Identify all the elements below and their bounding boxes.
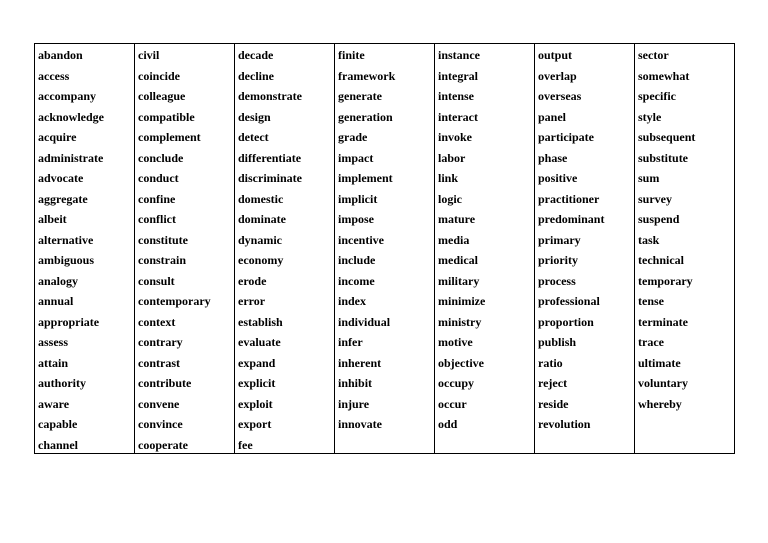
word-cell: design bbox=[238, 109, 271, 124]
word-cell: ministry bbox=[438, 314, 482, 329]
word-cell: constitute bbox=[138, 232, 188, 247]
word-cell: alternative bbox=[38, 232, 94, 247]
word-cell: contemporary bbox=[138, 294, 211, 308]
word-cell: infer bbox=[338, 335, 363, 349]
word-cell: export bbox=[238, 417, 272, 431]
word-cell: implicit bbox=[338, 191, 378, 206]
word-column bbox=[434, 44, 534, 453]
word-cell: occur bbox=[438, 396, 467, 411]
word-cell: include bbox=[338, 253, 376, 267]
word-cell: discriminate bbox=[238, 171, 302, 185]
word-column bbox=[334, 44, 434, 453]
word-cell: specific bbox=[638, 89, 676, 103]
word-cell: sum bbox=[638, 171, 660, 185]
word-cell: somewhat bbox=[638, 68, 690, 83]
word-cell: impact bbox=[338, 150, 374, 165]
word-cell: income bbox=[338, 273, 375, 288]
word-cell: contrary bbox=[138, 335, 183, 349]
word-cell: index bbox=[338, 294, 367, 308]
word-cell: conduct bbox=[138, 171, 179, 185]
word-cell: attain bbox=[38, 355, 68, 370]
word-cell: ratio bbox=[538, 355, 563, 370]
word-cell: framework bbox=[338, 68, 396, 83]
word-cell: instance bbox=[438, 48, 480, 62]
word-cell: annual bbox=[38, 294, 74, 308]
word-cell: logic bbox=[438, 191, 462, 206]
word-cell: technical bbox=[638, 253, 684, 267]
word-cell: panel bbox=[538, 109, 567, 124]
word-cell: contribute bbox=[138, 376, 192, 390]
word-cell: appropriate bbox=[38, 314, 100, 329]
word-cell: style bbox=[638, 109, 662, 124]
word-cell: decline bbox=[238, 68, 274, 83]
word-column bbox=[234, 44, 334, 453]
word-cell: acknowledge bbox=[38, 109, 104, 124]
word-column bbox=[35, 44, 134, 453]
word-cell: conclude bbox=[138, 150, 184, 165]
word-cell: inherent bbox=[338, 355, 382, 370]
word-cell: suspend bbox=[638, 212, 680, 226]
word-cell: capable bbox=[38, 417, 78, 431]
word-cell: positive bbox=[538, 171, 578, 185]
word-cell: dynamic bbox=[238, 232, 283, 247]
word-cell: trace bbox=[638, 335, 664, 349]
word-cell: motive bbox=[438, 335, 473, 349]
word-cell: confine bbox=[138, 191, 176, 206]
word-cell: professional bbox=[538, 294, 600, 308]
word-cell: participate bbox=[538, 130, 594, 144]
word-cell: invoke bbox=[438, 130, 473, 144]
word-cell: proportion bbox=[538, 314, 594, 329]
word-cell: advocate bbox=[38, 171, 84, 185]
word-cell: cooperate bbox=[138, 437, 188, 452]
word-cell: channel bbox=[38, 437, 79, 452]
word-cell: compatible bbox=[138, 109, 195, 124]
word-cell: process bbox=[538, 273, 576, 288]
word-table bbox=[34, 43, 735, 454]
word-cell: complement bbox=[138, 130, 201, 144]
word-cell: minimize bbox=[438, 294, 486, 308]
word-cell: constrain bbox=[138, 253, 186, 267]
word-cell: consult bbox=[138, 273, 175, 288]
word-cell: generate bbox=[338, 89, 382, 103]
word-cell: analogy bbox=[38, 273, 79, 288]
word-cell: access bbox=[38, 68, 70, 83]
word-cell: exploit bbox=[238, 396, 273, 411]
word-cell: sector bbox=[638, 48, 669, 62]
word-cell: interact bbox=[438, 109, 478, 124]
word-cell: assess bbox=[38, 335, 69, 349]
word-cell: medical bbox=[438, 253, 478, 267]
word-cell: differentiate bbox=[238, 150, 302, 165]
word-cell: temporary bbox=[638, 273, 693, 288]
word-cell: overseas bbox=[538, 89, 582, 103]
word-cell: domestic bbox=[238, 191, 284, 206]
word-cell: convene bbox=[138, 396, 180, 411]
word-cell: subsequent bbox=[638, 130, 696, 144]
word-cell: finite bbox=[338, 48, 365, 62]
word-cell: contrast bbox=[138, 355, 180, 370]
word-cell: whereby bbox=[638, 396, 682, 411]
word-cell: authority bbox=[38, 376, 86, 390]
word-cell: aggregate bbox=[38, 191, 88, 206]
word-cell: military bbox=[438, 273, 480, 288]
word-cell: evaluate bbox=[238, 335, 281, 349]
word-cell: dominate bbox=[238, 212, 286, 226]
word-cell: convince bbox=[138, 417, 183, 431]
word-cell: inhibit bbox=[338, 376, 373, 390]
word-cell: substitute bbox=[638, 150, 689, 165]
word-cell: civil bbox=[138, 48, 160, 62]
word-cell: ultimate bbox=[638, 355, 681, 370]
word-cell: albeit bbox=[38, 212, 67, 226]
word-cell: administrate bbox=[38, 150, 104, 165]
word-cell: demonstrate bbox=[238, 89, 302, 103]
word-cell: coincide bbox=[138, 68, 180, 83]
word-cell: erode bbox=[238, 273, 267, 288]
word-cell: media bbox=[438, 232, 470, 247]
word-cell: detect bbox=[238, 130, 269, 144]
word-cell: innovate bbox=[338, 417, 383, 431]
word-cell: impose bbox=[338, 212, 374, 226]
word-cell: publish bbox=[538, 335, 577, 349]
word-cell: generation bbox=[338, 109, 393, 124]
word-cell: phase bbox=[538, 150, 568, 165]
word-cell: economy bbox=[238, 253, 284, 267]
word-cell: output bbox=[538, 48, 573, 62]
word-cell: terminate bbox=[638, 314, 688, 329]
word-cell: survey bbox=[638, 191, 672, 206]
word-cell: error bbox=[238, 294, 266, 308]
word-cell: task bbox=[638, 232, 660, 247]
word-cell: decade bbox=[238, 48, 274, 62]
word-column bbox=[534, 44, 634, 453]
word-cell: practitioner bbox=[538, 191, 600, 206]
word-cell: incentive bbox=[338, 232, 384, 247]
word-cell: ambiguous bbox=[38, 253, 95, 267]
word-cell: explicit bbox=[238, 376, 276, 390]
word-cell: reside bbox=[538, 396, 569, 411]
word-cell: establish bbox=[238, 314, 283, 329]
word-cell: context bbox=[138, 314, 176, 329]
word-cell: fee bbox=[238, 437, 253, 452]
word-column bbox=[134, 44, 234, 453]
word-cell: accompany bbox=[38, 89, 96, 103]
word-cell: abandon bbox=[38, 48, 83, 62]
word-cell: intense bbox=[438, 89, 474, 103]
word-cell: reject bbox=[538, 376, 568, 390]
word-cell: predominant bbox=[538, 212, 605, 226]
word-cell: primary bbox=[538, 232, 581, 247]
word-cell: integral bbox=[438, 68, 478, 83]
word-cell: link bbox=[438, 171, 459, 185]
word-cell: occupy bbox=[438, 376, 474, 390]
word-cell: implement bbox=[338, 171, 393, 185]
word-cell: overlap bbox=[538, 68, 577, 83]
word-cell: tense bbox=[638, 294, 664, 308]
word-cell: expand bbox=[238, 355, 276, 370]
word-cell: individual bbox=[338, 314, 391, 329]
word-column bbox=[634, 44, 734, 453]
word-cell: odd bbox=[438, 417, 458, 431]
word-cell: labor bbox=[438, 150, 466, 165]
word-cell: objective bbox=[438, 355, 484, 370]
word-cell: aware bbox=[38, 396, 70, 411]
word-cell: voluntary bbox=[638, 376, 689, 390]
word-cell: conflict bbox=[138, 212, 176, 226]
word-cell: priority bbox=[538, 253, 578, 267]
word-cell: grade bbox=[338, 130, 368, 144]
word-cell: colleague bbox=[138, 89, 186, 103]
word-cell: revolution bbox=[538, 417, 591, 431]
word-cell: acquire bbox=[38, 130, 77, 144]
word-cell: mature bbox=[438, 212, 476, 226]
word-cell: injure bbox=[338, 396, 370, 411]
